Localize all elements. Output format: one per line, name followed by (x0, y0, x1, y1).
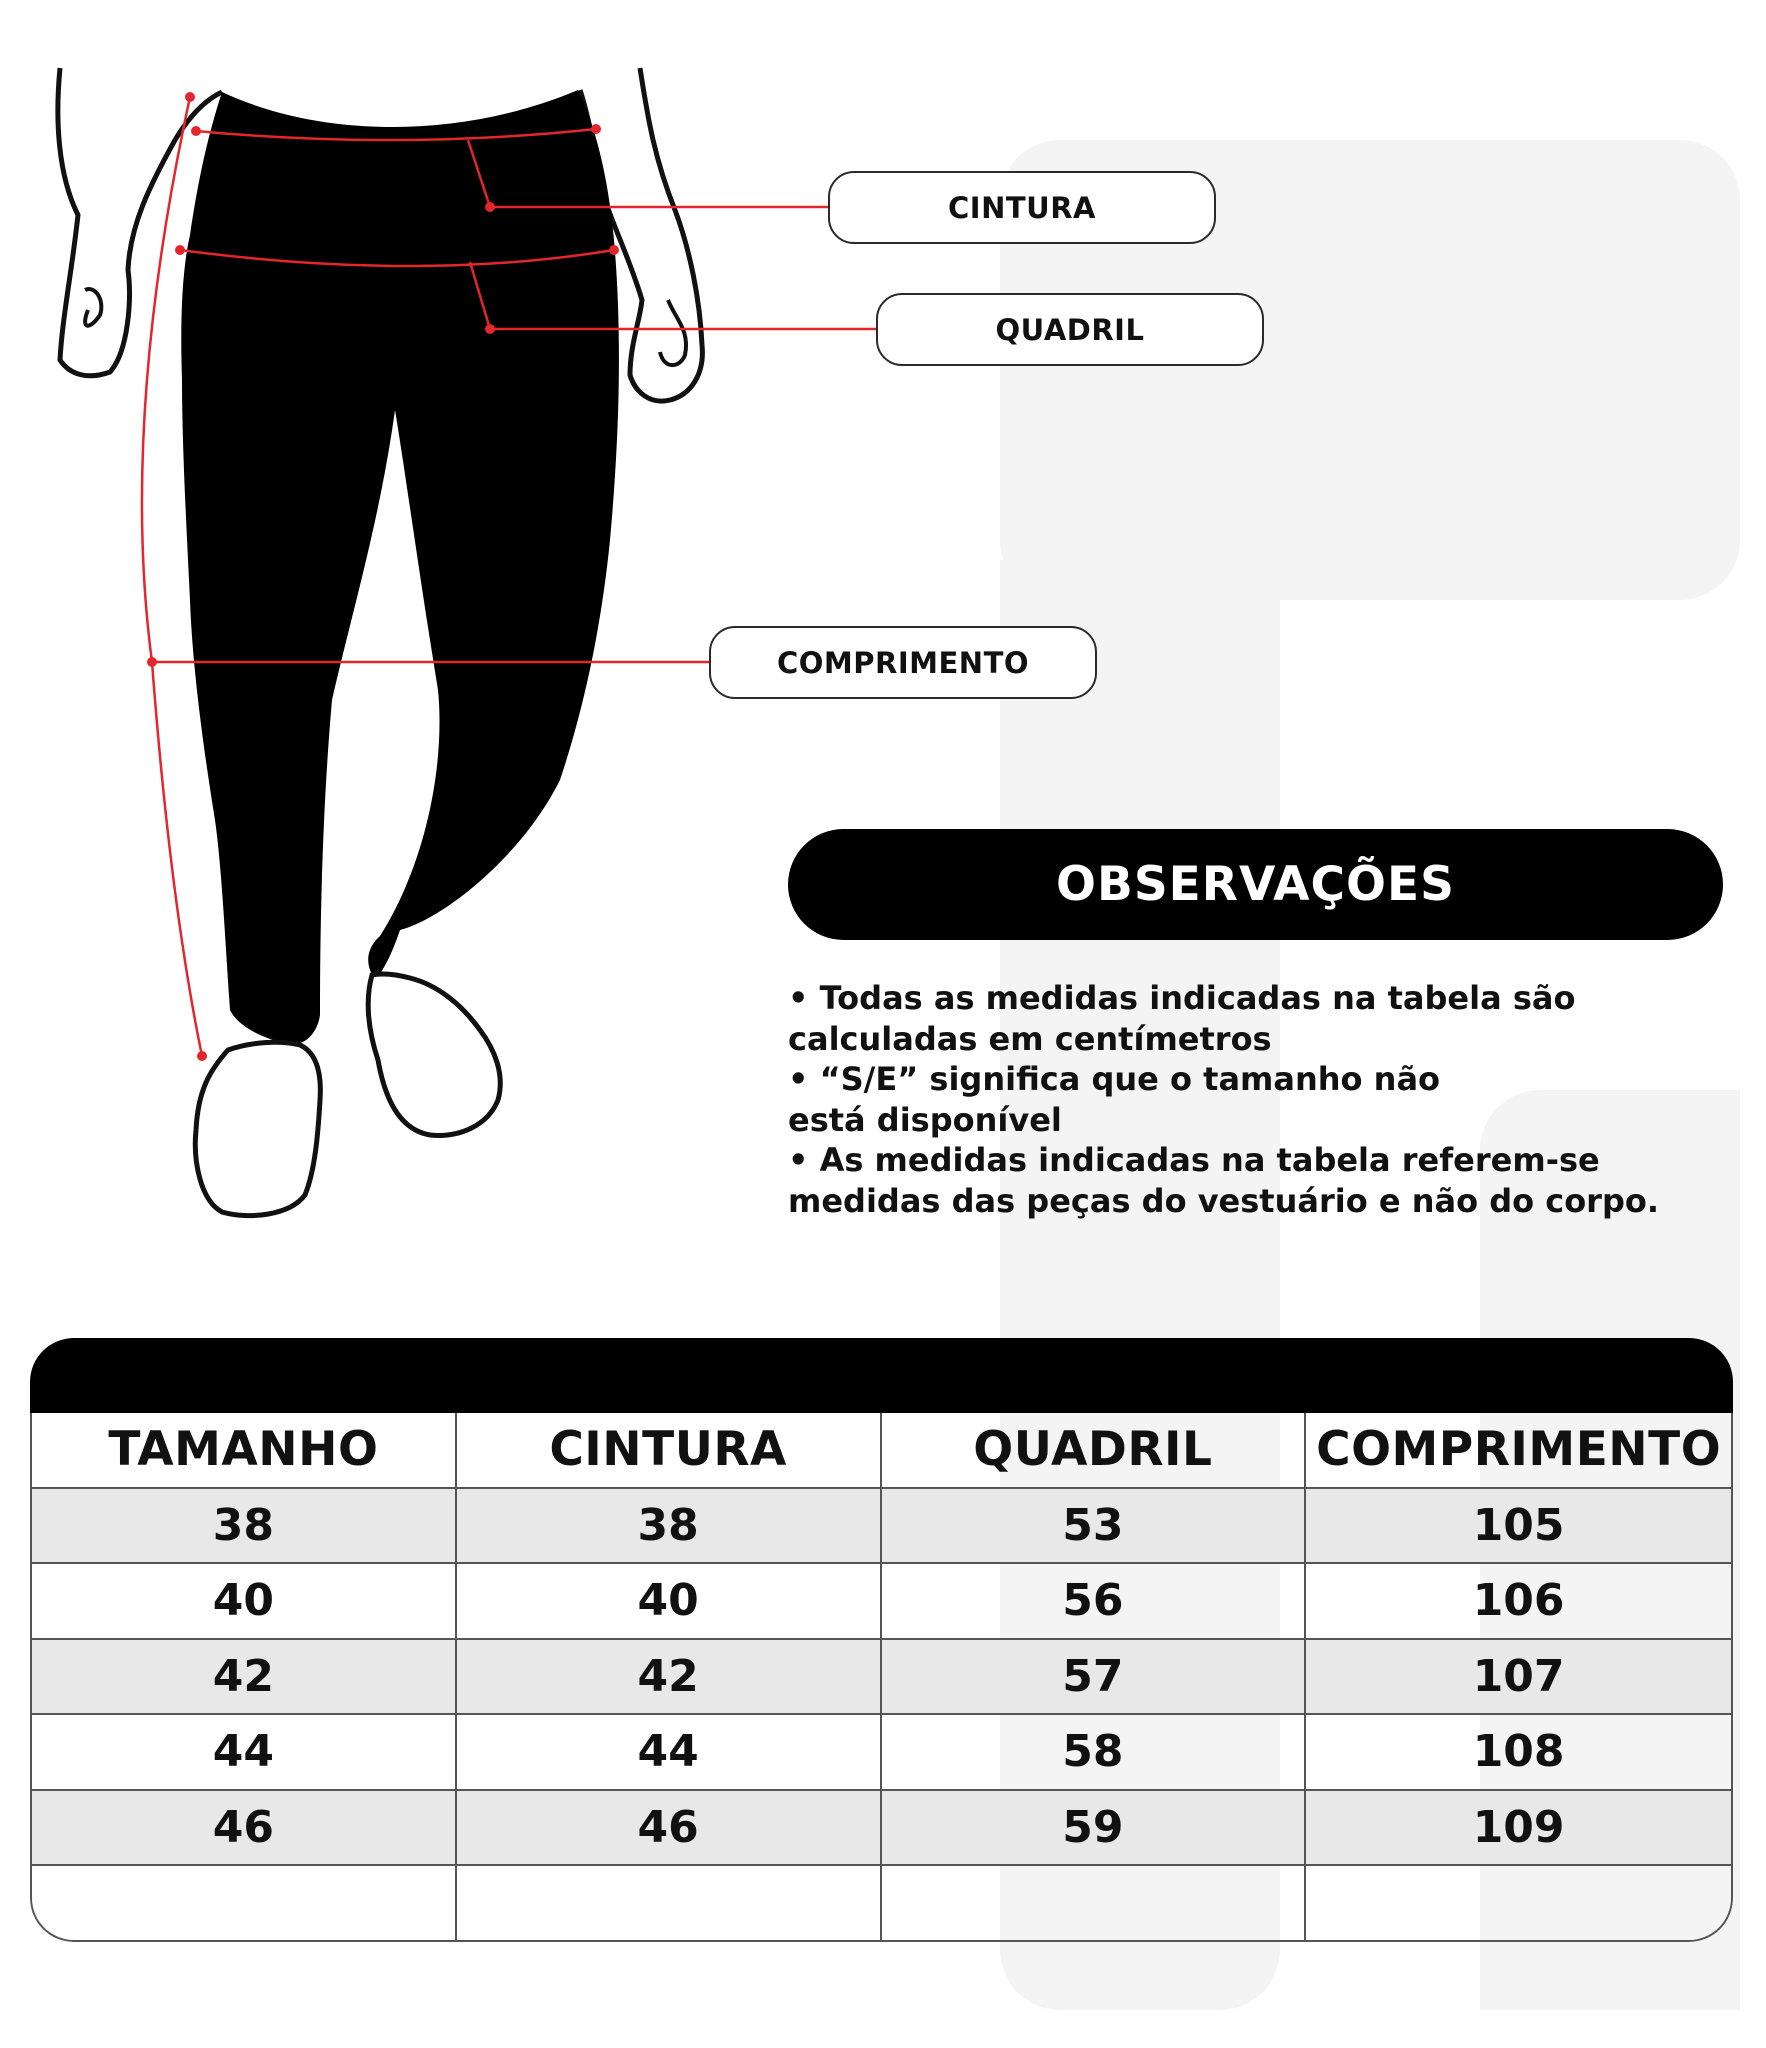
cell-hip: 59 (882, 1791, 1307, 1865)
cell-size: 40 (32, 1564, 457, 1638)
right-hand-outline (660, 300, 686, 365)
pants-silhouette (181, 90, 619, 1045)
cell-length: 105 (1472, 1499, 1565, 1551)
table-row (32, 1791, 1731, 1867)
size-table (30, 1338, 1733, 1942)
cell-length: 106 (1472, 1575, 1565, 1627)
cell-size: 38 (32, 1489, 457, 1563)
observations-text (788, 978, 1728, 1221)
observation-line: • As medidas indicadas na tabela referem-se (788, 1141, 1600, 1179)
observation-line: calculadas em centímetros (788, 1019, 1272, 1058)
observation-line: • “S/E” significa que o tamanho não (788, 1060, 1441, 1098)
cell-waist: 38 (457, 1489, 882, 1563)
cell-waist: 44 (457, 1715, 882, 1789)
waist-label: CINTURA (828, 171, 1216, 244)
table-header-row (32, 1413, 1731, 1489)
table-body (30, 1413, 1733, 1942)
left-shoe (195, 1042, 320, 1215)
right-shoe (368, 974, 500, 1135)
cell-hip (882, 1866, 1307, 1942)
length-label: COMPRIMENTO (709, 626, 1097, 699)
header-hip: QUADRIL (882, 1413, 1307, 1487)
cell-size: 42 (32, 1640, 457, 1714)
table-row (32, 1640, 1731, 1716)
observation-line: medidas das peças do vestuário e não do corpo. (788, 1181, 1659, 1220)
table-row (32, 1715, 1731, 1791)
left-hand-outline (85, 289, 101, 326)
table-row (32, 1866, 1731, 1942)
observation-line: está disponível (788, 1100, 1062, 1139)
header-size: TAMANHO (32, 1413, 457, 1487)
cell-length (1306, 1866, 1731, 1942)
cell-size (32, 1866, 457, 1942)
cell-waist: 42 (457, 1640, 882, 1714)
table-row (32, 1564, 1731, 1640)
cell-waist (457, 1866, 882, 1942)
observation-line: • Todas as medidas indicadas na tabela são (788, 979, 1576, 1017)
cell-size: 46 (32, 1791, 457, 1865)
cell-hip: 53 (882, 1489, 1307, 1563)
cell-hip: 58 (882, 1715, 1307, 1789)
hip-label: QUADRIL (876, 293, 1264, 366)
header-waist: CINTURA (457, 1413, 882, 1487)
cell-length: 107 (1472, 1650, 1565, 1702)
cell-length: 108 (1472, 1726, 1565, 1778)
table-top-bar (30, 1338, 1733, 1413)
cell-hip: 57 (882, 1640, 1307, 1714)
cell-hip: 56 (882, 1564, 1307, 1638)
cell-waist: 46 (457, 1791, 882, 1865)
cell-length: 109 (1472, 1801, 1565, 1853)
cell-size: 44 (32, 1715, 457, 1789)
table-row (32, 1489, 1731, 1565)
header-length: COMPRIMENTO (1316, 1422, 1722, 1478)
observations-title: OBSERVAÇÕES (788, 829, 1723, 940)
cell-waist: 40 (457, 1564, 882, 1638)
